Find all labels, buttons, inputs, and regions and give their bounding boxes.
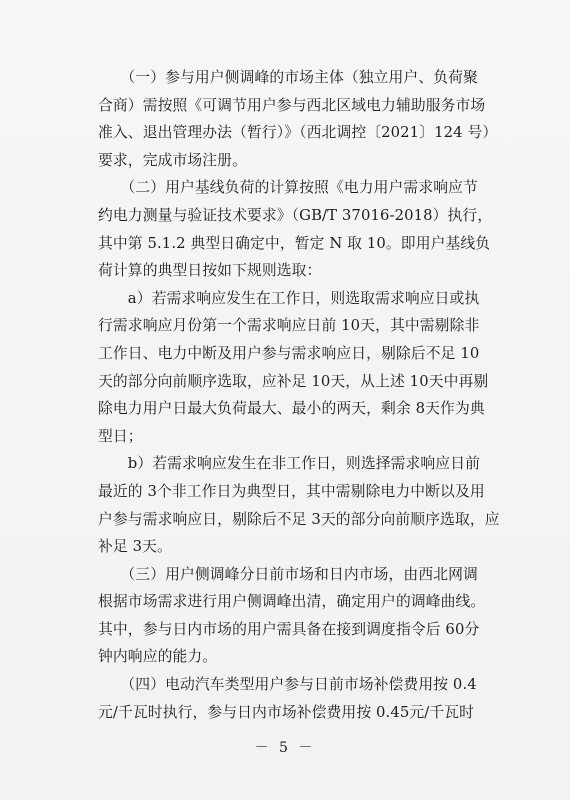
text-line: 户参与需求响应日，剔除后不足 3天的部分向前顺序选取，应: [98, 510, 500, 528]
text-line: 其中第 5.1.2 典型日确定中，暂定 N 取 10。即用户基线负: [98, 234, 491, 252]
text-line: 补足 3天。: [98, 538, 172, 556]
paragraph-rule-a: [98, 285, 490, 451]
text-line: 合商）需按照《可调节用户参与西北区域电力辅助服务市场: [98, 96, 486, 114]
text-line: 荷计算的典型日按如下规则选取：: [98, 262, 322, 280]
paragraph-baseline-load: [98, 174, 493, 284]
text-line: 约电力测量与验证技术要求》（GB/T 37016-2018）执行，: [98, 206, 493, 224]
paragraph-peak-shaving-markets: [98, 561, 490, 671]
text-line: 其中，参与日内市场的用户需具备在接到调度指令后 60分: [98, 620, 480, 638]
text-line: b）若需求响应发生在非工作日，则选择需求响应日前: [98, 455, 480, 473]
text-line: （二）用户基线负荷的计算按照《电力用户需求响应节: [98, 179, 478, 197]
text-line: （一）参与用户侧调峰的市场主体（独立用户、负荷聚: [98, 69, 478, 86]
text-line: 天的部分向前顺序选取，应补足 10天，从上述 10天中再剔: [98, 372, 489, 390]
text-line: a）若需求响应发生在工作日，则选取需求响应日或执: [98, 289, 480, 307]
text-line: 除电力用户日最大负荷最大、最小的两天，剩余 8天作为典: [98, 400, 485, 418]
text-line: 要求，完成市场注册。: [98, 151, 247, 169]
text-line: 工作日、电力中断及用户参与需求响应日，剔除后不足 10: [98, 344, 480, 362]
text-line: 最近的 3个非工作日为典型日，其中需剔除电力中断以及用: [98, 482, 485, 500]
paragraph-rule-b: [98, 450, 500, 560]
text-line: 准入、退出管理办法（暂行）》（西北调控〔2021〕124 号）: [98, 124, 498, 142]
paragraph-ev-compensation: [98, 671, 490, 726]
text-line: （四）电动汽车类型用户参与日前市场补偿费用按 0.4: [98, 676, 477, 694]
text-line: 钟内响应的能力。: [98, 648, 218, 666]
paragraph-market-entity: [98, 64, 498, 174]
text-line: （三）用户侧调峰分日前市场和日内市场，由西北网调: [98, 565, 478, 583]
page-number: － 5 －: [254, 740, 316, 756]
text-line: 型日；: [98, 427, 143, 445]
text-line: 根据市场需求进行用户侧调峰出清，确定用户的调峰曲线。: [98, 593, 486, 611]
text-line: 元/千瓦时执行，参与日内市场补偿费用按 0.45元/千瓦时: [98, 703, 475, 721]
document-body: [98, 64, 500, 726]
text-line: 行需求响应月份第一个需求响应日前 10天，其中需剔除非: [98, 317, 480, 335]
